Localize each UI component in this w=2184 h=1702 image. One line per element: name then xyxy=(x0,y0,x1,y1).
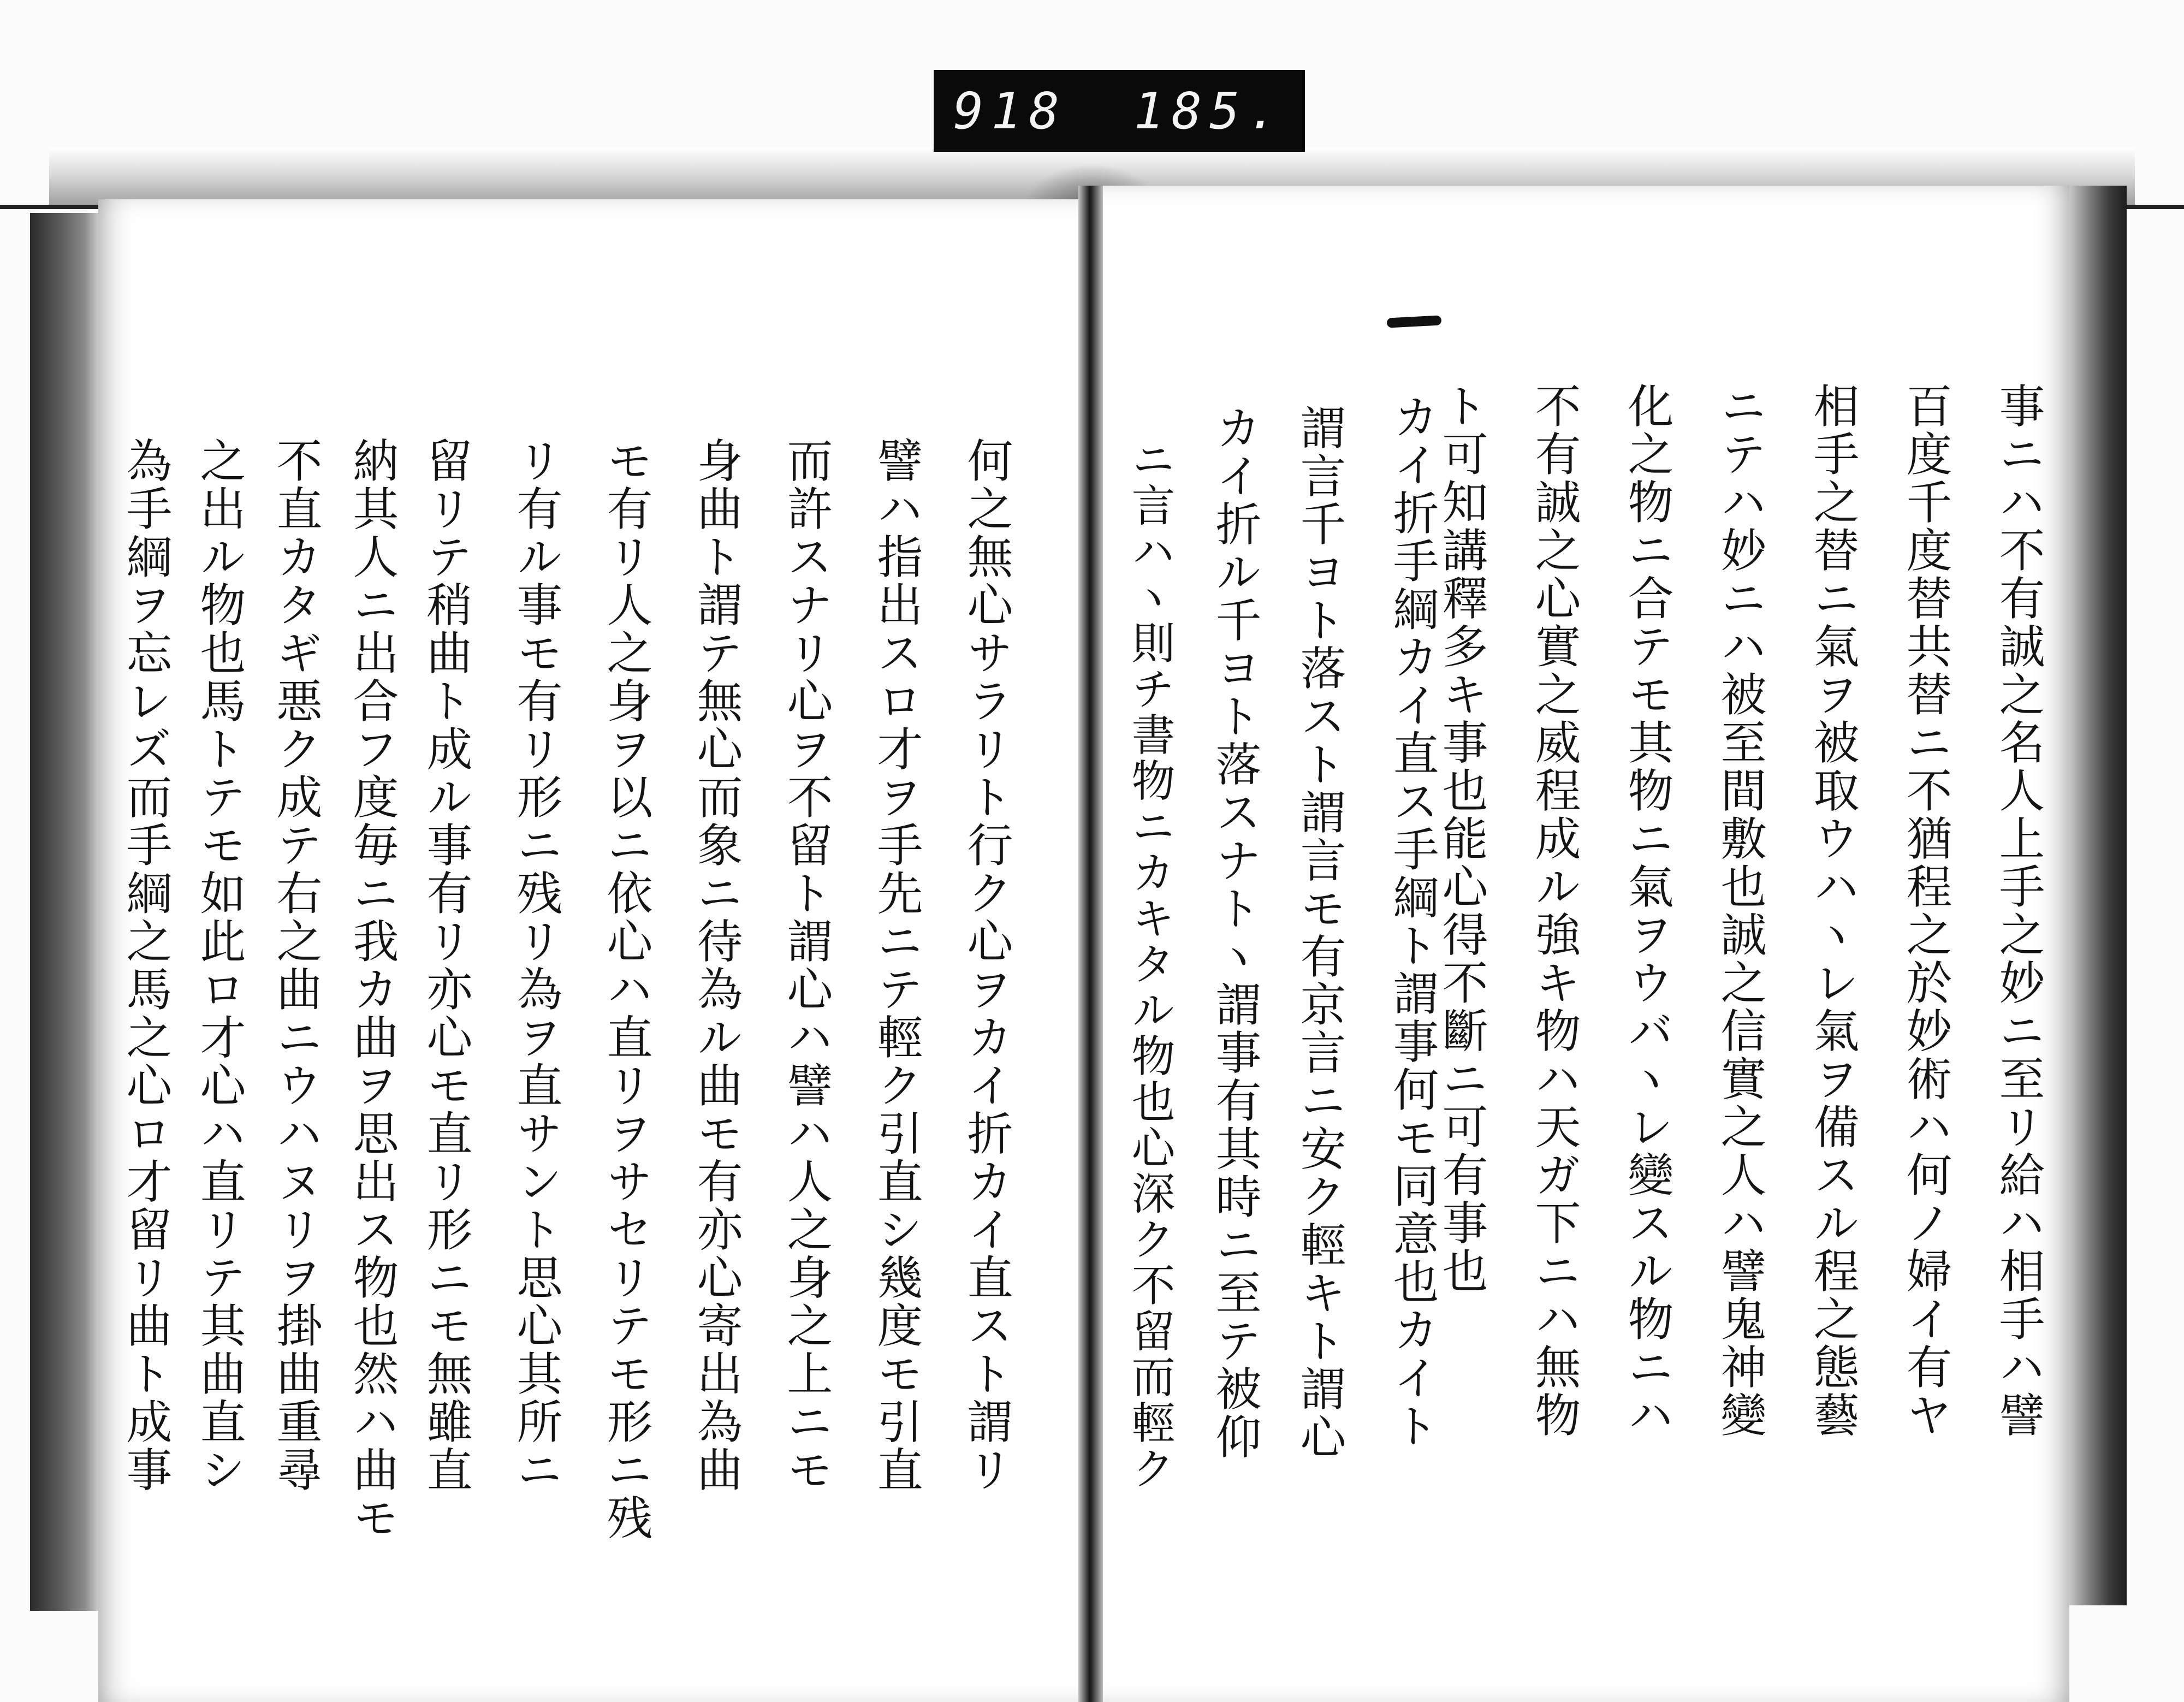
right-col-8: カイ折手綱カイ直ス手綱ト謂事何モ同意也カイト xyxy=(1386,393,1439,1450)
left-col-2: 譬ハ指出スロ才ヲ手先ニテ輕ク引直シ幾度モ引直 xyxy=(870,437,923,1494)
left-col-4: 身曲ト謂テ無心而象ニ待為ル曲モ有亦心寄出為曲 xyxy=(690,437,743,1494)
left-col-8: 納其人ニ出合フ度毎ニ我カ曲ヲ思出ス物也然ハ曲モ xyxy=(346,437,399,1542)
roll-number: 918 xyxy=(953,81,1067,140)
right-col-2: 百度千度替共替ニ不猶程之於妙術ハ何ノ婦イ有ヤ xyxy=(1899,382,1952,1439)
right-col-5: 化之物ニ合テモ其物ニ氣ヲウバヽレ變スル物ニハ xyxy=(1621,382,1674,1439)
left-col-11: 為手綱ヲ忘レズ而手綱之馬之心ロ才留リ曲ト成事 xyxy=(119,437,173,1494)
frame-number: 185. xyxy=(1133,81,1285,140)
frame-counter xyxy=(934,70,1305,152)
right-page-stack xyxy=(2069,186,2127,1605)
right-item-marker xyxy=(1390,306,1450,368)
left-col-9: 不直カタギ悪ク成テ右之曲ニウハヌリヲ掛曲重尋 xyxy=(269,437,323,1494)
right-col-7: ト可知講釋多キ事也能心得不斷ニ可有事也 xyxy=(1435,382,1488,1295)
right-col-9: 謂言千ヨト落スト謂言モ有京言ニ安ク輕キト謂心 xyxy=(1293,404,1346,1461)
left-col-1: 何之無心サラリト行ク心ヲカイ折カイ直スト謂リ xyxy=(960,437,1013,1494)
left-col-3: 而許スナリ心ヲ不留ト謂心ハ譬ハ人之身之上ニモ xyxy=(780,437,833,1494)
right-col-3: 相手之替ニ氣ヲ被取ウハヽレ氣ヲ備スル程之態藝 xyxy=(1806,382,1860,1439)
right-col-11: ニ言ハヽ則チ書物ニカキタル物也心深ク不留而輕ク xyxy=(1124,437,1175,1492)
left-col-10: 之出ル物也馬トテモ如此ロ才心ハ直リテ其曲直シ xyxy=(193,437,246,1494)
right-col-10: カイ折ル千ヨト落スナトヽ謂事有其時ニ至テ被仰 xyxy=(1208,404,1262,1461)
left-col-7: 留リテ稍曲ト成ル事有リ亦心モ直リ形ニモ無雖直 xyxy=(419,437,473,1494)
right-col-6: 不有誠之心實之威程成ル強キ物ハ天ガ下ニハ無物 xyxy=(1528,382,1581,1439)
left-page-stack xyxy=(30,213,98,1611)
left-col-6: リ有ル事モ有リ形ニ残リ為ヲ直サント思心其所ニ xyxy=(509,437,563,1494)
left-col-5: モ有リ人之身ヲ以ニ依心ハ直リヲサセリテモ形ニ残 xyxy=(600,437,653,1542)
book-gutter xyxy=(1078,186,1103,1702)
right-col-4: ニテハ妙ニハ被至間敷也誠之信實之人ハ譬鬼神變 xyxy=(1713,382,1767,1439)
right-col-1: 事ニハ不有誠之名人上手之妙ニ至リ給ハ相手ハ譬 xyxy=(1992,382,2045,1439)
